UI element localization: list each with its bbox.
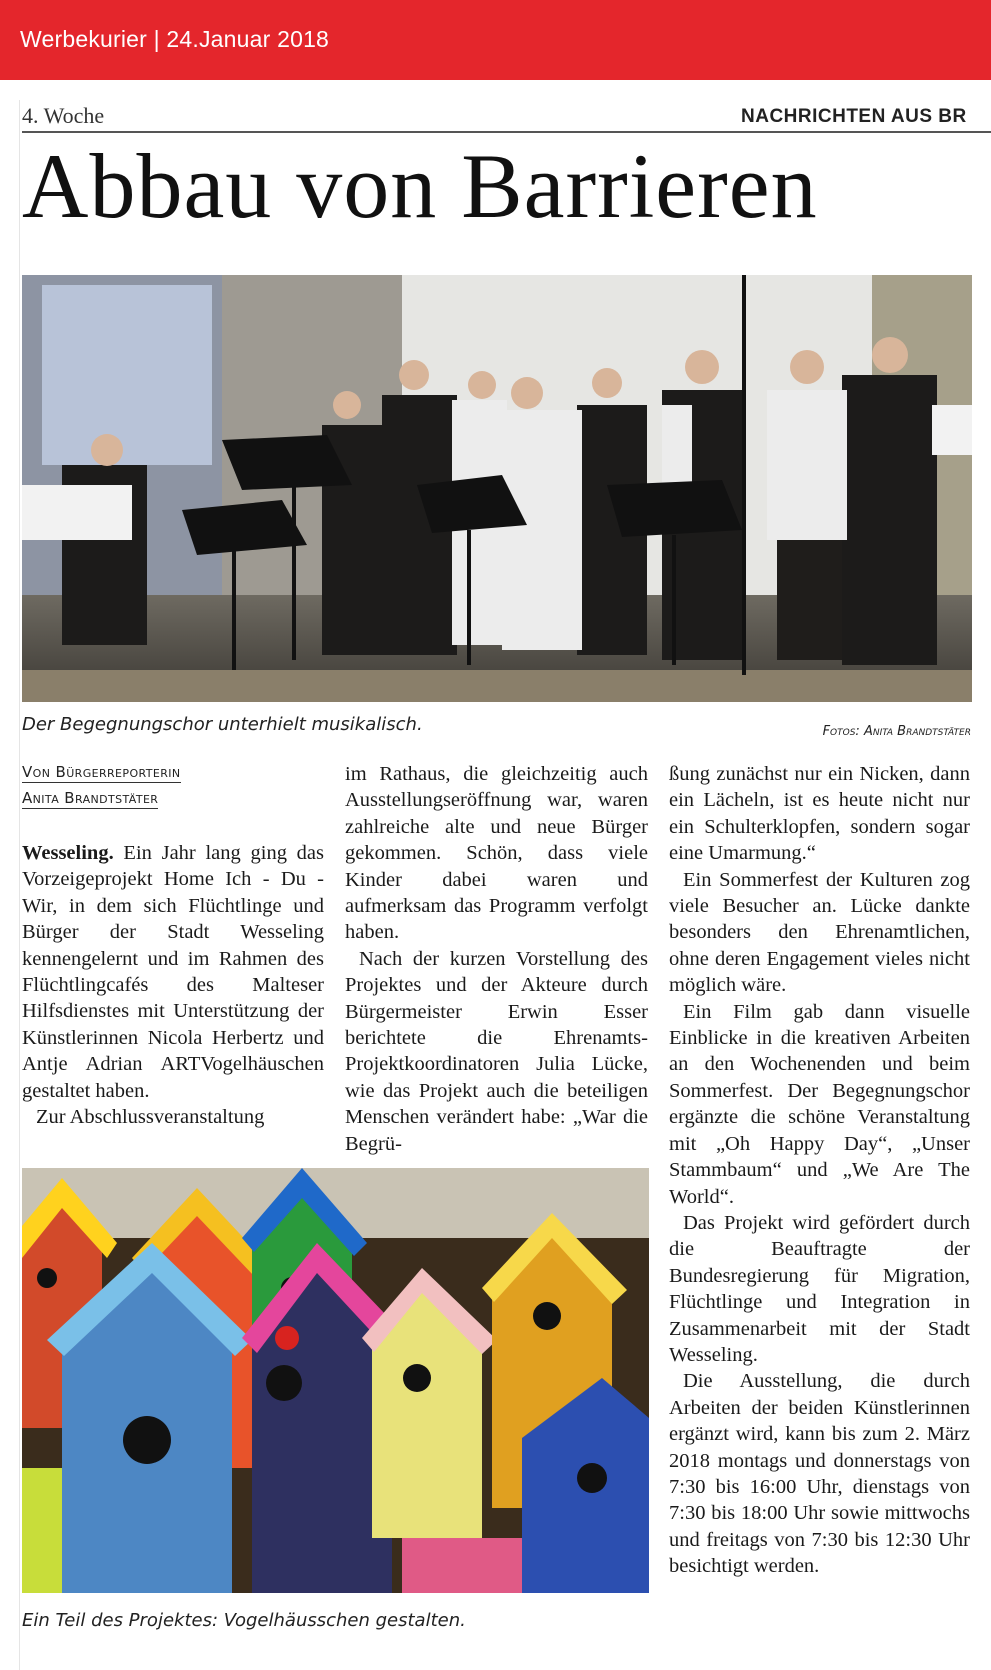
col3-paragraph-2: Ein Sommerfest der Kulturen zog viele Besucher an. Lücke dankte besonders den Ehrenamtlichen, ohne deren Engagement vieles nicht möglich wäre. bbox=[669, 868, 970, 997]
article-column-2 bbox=[345, 761, 648, 1157]
article-column-3 bbox=[669, 761, 970, 1580]
col1-paragraph-1: Ein Jahr lang ging das Vorzeigeprojekt Home Ich - Du - Wir, in dem sich Flüchtlinge und Bürger der Stadt Wesseling kennengelernt und im Rahmen des Flüchtlingcafés des Malteser Hilfsdienstes mit Unterstützung der Künstlerinnen Nicola Herbertz und Antje Adrian ARTVogelhäuschen gestaltet haben. bbox=[22, 842, 324, 1102]
choir-photo bbox=[22, 275, 972, 702]
choir-photo-caption: Der Begegnungschor unterhielt musikalisch. bbox=[22, 714, 423, 735]
section-label: NACHRICHTEN AUS BR bbox=[741, 106, 967, 127]
birdhouses-photo bbox=[22, 1168, 649, 1593]
dateline: Wesseling. bbox=[22, 842, 114, 864]
birdhouses-photo-caption: Ein Teil des Projektes: Vogelhäusschen gestalten. bbox=[22, 1610, 466, 1631]
header-rule bbox=[22, 131, 991, 133]
byline-role: Von Bürgerreporterin bbox=[22, 763, 181, 781]
byline-author: Anita Brandtstäter bbox=[22, 789, 159, 807]
article-headline: Abbau von Barrieren bbox=[22, 135, 818, 237]
top-bar bbox=[0, 0, 991, 80]
col3-paragraph-4: Das Projekt wird gefördert durch die Beauftragte der Bundesregierung für Migration, Flüchtlinge und Integration in Zusammenarbeit mit der Stadt Wesseling. bbox=[669, 1211, 970, 1366]
week-label: 4. Woche bbox=[22, 103, 105, 128]
col3-paragraph-5: Die Ausstellung, die durch Arbeiten der beiden Künstlerinnen ergänzt wird, kann bis zum 2. März 2018 montags und donnerstags von 7:30 bis 16:00 Uhr, dienstags von 7:30 bis 18:00 Uhr sowie mittwochs und freitags von 7:30 bis 12:30 Uhr besichtigt werden. bbox=[669, 1370, 970, 1578]
col2-paragraph-2: Nach der kurzen Vorstellung des Projektes und der Akteure durch Bürgermeister Erwin Esser berichtete die Ehrenamts-Projektkoordinatoren Julia Lücke, wie das Projekt auch die beteiligen Menschen verändert habe: „War die Begrü- bbox=[345, 947, 648, 1155]
photo-credit: Fotos: Anita Brandtstäter bbox=[822, 724, 971, 739]
col1-paragraph-2: Zur Abschlussveranstaltung bbox=[36, 1106, 265, 1129]
col3-paragraph-3: Ein Film gab dann visuelle Einblicke in die kreativen Arbeiten an den Wochenenden und beim Sommerfest. Der Begegnungschor ergänzte die schöne Veranstaltung mit „Oh Happy Day“, „Unser Stammbaum“ und „We Are The World“. bbox=[669, 1000, 970, 1208]
col3-paragraph-1: ßung zunächst nur ein Nicken, dann ein Lächeln, ist es heute nicht nur ein Schulterklopfen, sondern sogar eine Umarmung.“ bbox=[669, 763, 970, 865]
col2-paragraph-1: im Rathaus, die gleichzeitig auch Ausstellungseröffnung war, waren zahlreiche alte und neue Bürger gekommen. Schön, dass viele Kinder dabei waren und aufmerksam das Programm verfolgt haben. bbox=[345, 763, 648, 944]
publication-date-label: Werbekurier | 24.Januar 2018 bbox=[20, 26, 330, 52]
article-column-1 bbox=[22, 840, 324, 1130]
